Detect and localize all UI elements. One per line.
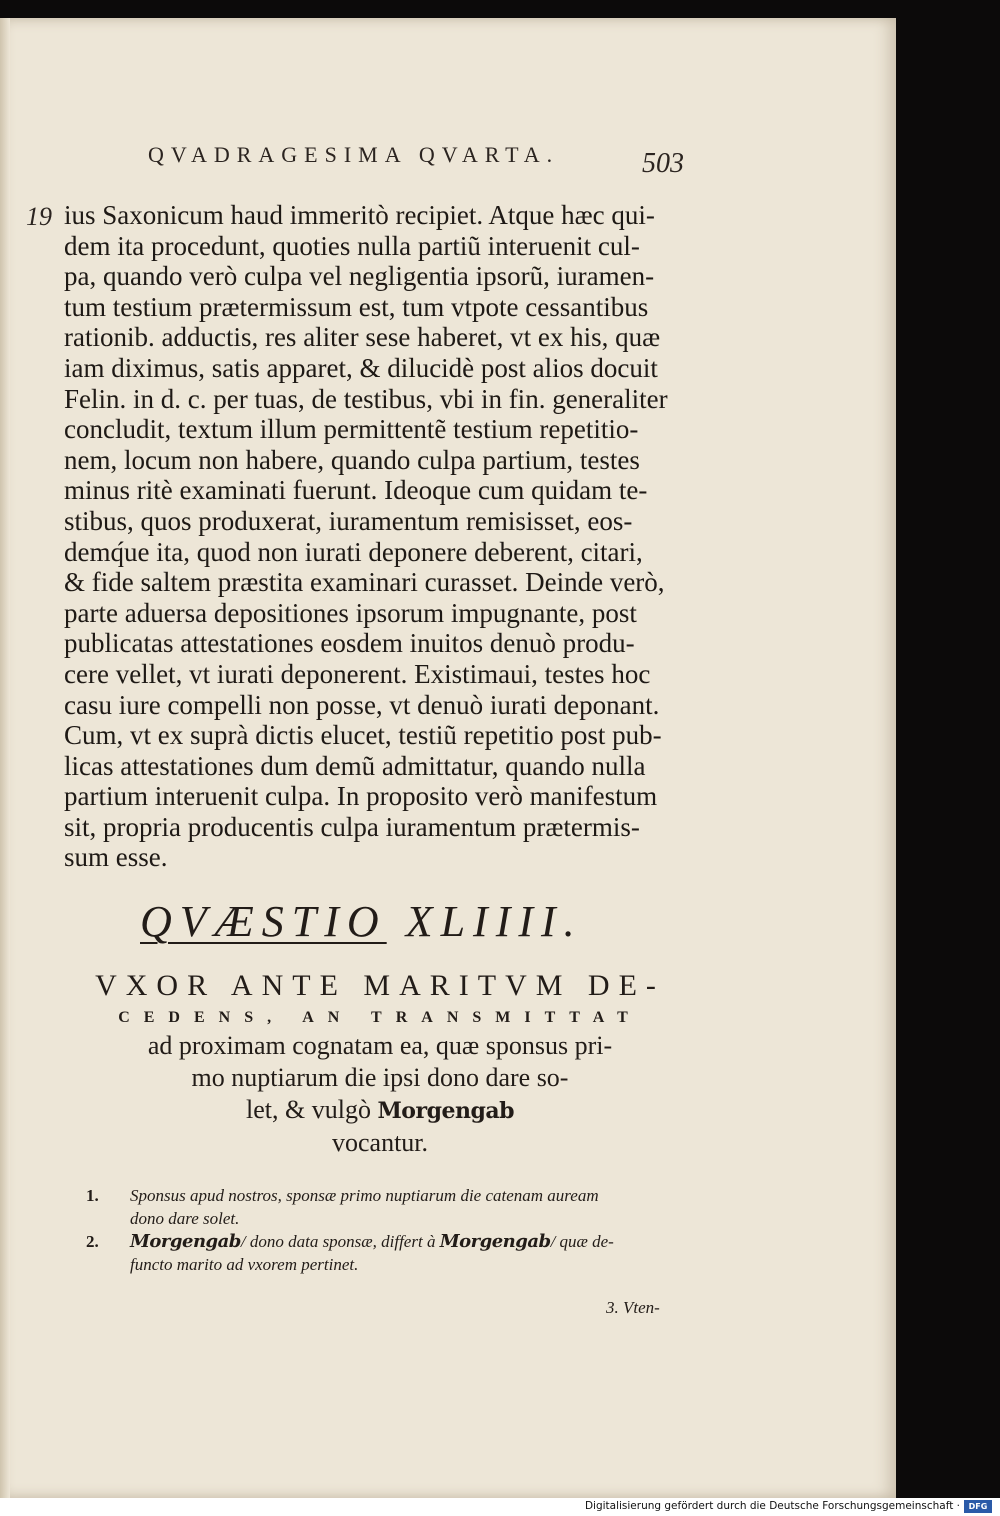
- page-edge-shadow: [0, 18, 10, 1498]
- body-line: & fide saltem præstita examinari curasset. Deinde verò,: [64, 567, 665, 598]
- body-line: sit, propria producentis culpa iuramentum prætermis-: [64, 811, 640, 842]
- body-line: cere vellet, vt iurati deponerent. Existimaui, testes hoc: [64, 658, 651, 689]
- question-heading: [60, 966, 700, 1159]
- body-line: dem ita procedunt, quoties nulla partiũ interuenit cul-: [64, 230, 640, 261]
- body-line: licas attestationes dum demũ admittatur, quando nulla: [64, 750, 646, 781]
- heading-line-2: CEDENS, AN TRANSMITTAT: [118, 1009, 642, 1026]
- heading-line-4: mo nuptiarum die ipsi dono dare so-: [191, 1063, 569, 1092]
- heading-line-3: ad proximam cognatam ea, quæ sponsus pri-: [147, 1031, 613, 1060]
- note-line: functo marito ad vxorem pertinet.: [130, 1255, 359, 1274]
- summary-note-2: [86, 1230, 696, 1276]
- note-text: / dono data sponsæ, differt à: [240, 1232, 436, 1251]
- note-number: 2.: [86, 1232, 99, 1251]
- heading-blackletter-word: Morgengab: [377, 1098, 514, 1124]
- body-line: ius Saxonicum haud immeritò recipiet. Atque hæc qui-: [64, 200, 655, 230]
- note-blackletter-word: Morgengab: [130, 1231, 241, 1252]
- note-line: dono dare solet.: [130, 1209, 240, 1228]
- body-line: concludit, textum illum permittentẽ testium repetitio-: [64, 414, 639, 445]
- heading-line-5-text: let, & vulgò: [246, 1095, 371, 1124]
- body-line: demq́ue ita, quod non iurati deponere deberent, citari,: [64, 536, 643, 567]
- summary-notes: [86, 1184, 696, 1276]
- body-line: publicatas attestationes eosdem inuitos denuò produ-: [64, 628, 635, 659]
- line-marker: 19: [26, 202, 52, 231]
- body-line: casu iure compelli non posse, vt denuò iurati deponant.: [64, 689, 660, 720]
- heading-line-6: vocantur.: [331, 1128, 429, 1157]
- heading-line-1: VXOR ANTE MARITVM DE-: [95, 969, 665, 1002]
- body-text: [64, 200, 690, 873]
- footer-credit: Digitalisierung gefördert durch die Deutsche Forschungsgemeinschaft ·: [584, 1500, 960, 1512]
- body-line: pa, quando verò culpa vel negligentia ipsorũ, iuramen-: [64, 261, 655, 292]
- body-line: iam diximus, satis apparet, & dilucidè post alios docuit: [64, 352, 658, 383]
- book-page: [0, 18, 896, 1498]
- note-text: / quæ de-: [550, 1232, 614, 1251]
- question-word: QVÆSTIO: [140, 897, 387, 946]
- body-line: Cum, vt ex suprà dictis elucet, testiũ repetitio post pub-: [64, 720, 662, 751]
- note-blackletter-word: Morgengab: [439, 1231, 551, 1252]
- note-number: 1.: [86, 1186, 99, 1205]
- catchword: 3. Vten-: [606, 1298, 660, 1317]
- running-head: QVADRAGESIMA QVARTA.: [148, 142, 560, 167]
- body-line: partium interuenit culpa. In proposito verò manifestum: [64, 781, 658, 812]
- body-line: nem, locum non habere, quando culpa partium, testes: [64, 444, 640, 475]
- question-title: [140, 896, 620, 947]
- heading-line-5: [60, 1094, 700, 1127]
- body-line: rationib. adductis, res aliter sese haberet, vt ex his, quæ: [64, 322, 661, 353]
- summary-note-1: [86, 1184, 696, 1230]
- page-number: 503: [642, 148, 684, 179]
- dfg-logo-icon: DFG: [964, 1500, 992, 1513]
- body-line: minus ritè examinati fuerunt. Ideoque cum quidam te-: [64, 475, 648, 506]
- body-line: tum testium prætermissum est, tum vtpote cessantibus: [64, 291, 649, 322]
- question-number: XLIIII.: [405, 897, 583, 946]
- body-line: Felin. in d. c. per tuas, de testibus, vbi in fin. generaliter: [64, 383, 668, 414]
- body-line: sum esse.: [64, 842, 168, 873]
- note-line: Sponsus apud nostros, sponsæ primo nuptiarum die catenam auream: [130, 1186, 599, 1205]
- note-line: [130, 1230, 696, 1253]
- body-line: stibus, quos produxerat, iuramentum remisisset, eos-: [64, 505, 633, 536]
- body-line: parte aduersa depositiones ipsorum impugnante, post: [64, 597, 637, 628]
